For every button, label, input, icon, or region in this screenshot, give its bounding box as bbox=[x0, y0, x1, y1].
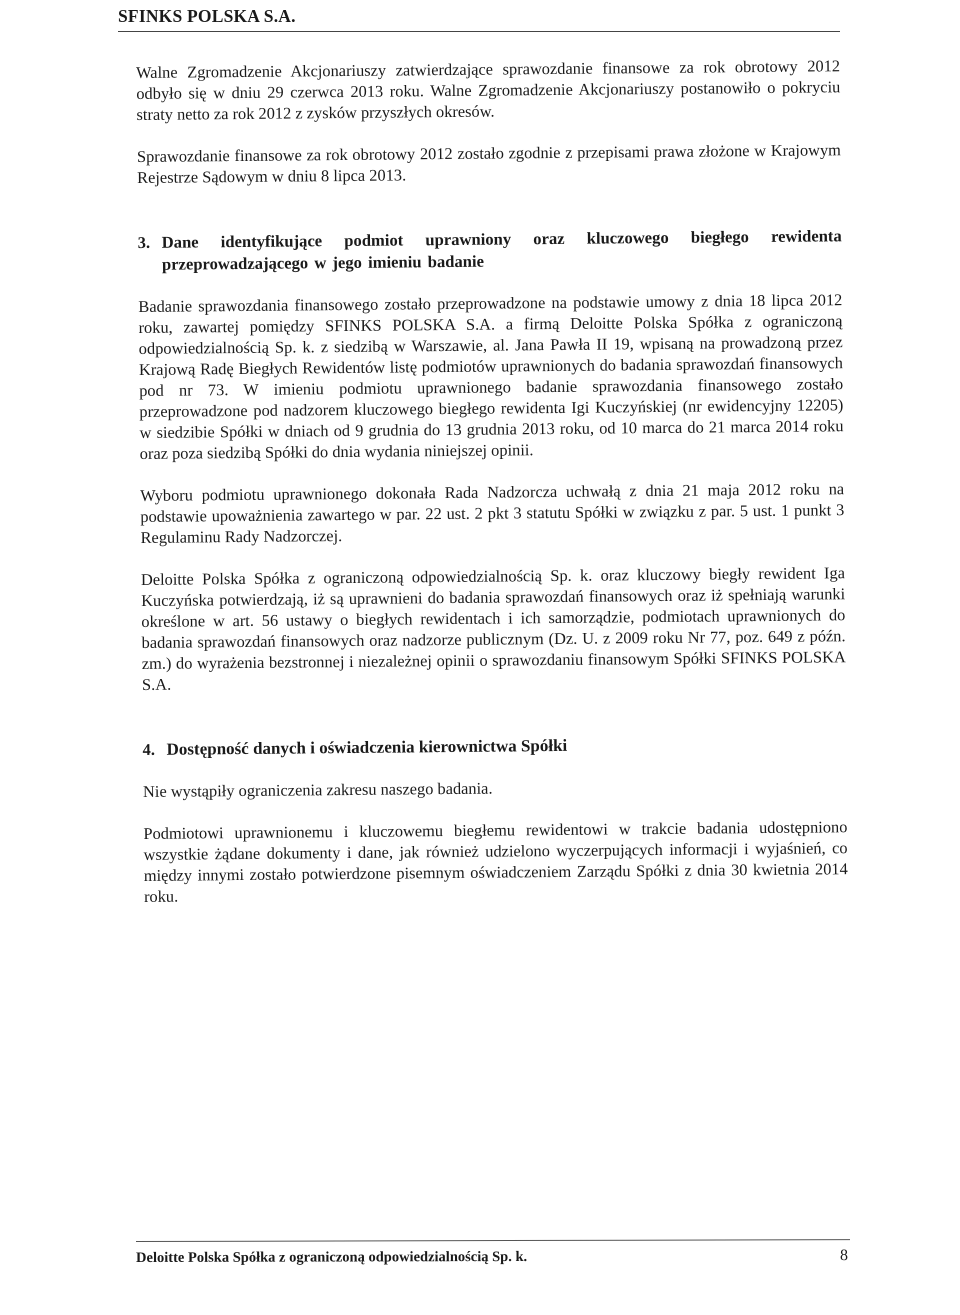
paragraph-auditor-selection: Wyboru podmiotu uprawnionego dokonała Rada Nadzorcza uchwałą z dnia 21 maja 2012 roku na podstawie upoważnienia zawartego w par. 22 ust. 2 pkt 3 statutu Spółki w związku z par. 5 ust. 1 punkt 3 Regulaminu Rady Nadzorczej. bbox=[140, 479, 845, 547]
paragraph-agm-approval: Walne Zgromadzenie Akcjonariuszy zatwierdzające sprawozdanie finansowe za rok obrotowy 2012 odbyło się w dniu 29 czerwca 2013 roku. Walne Zgromadzenie Akcjonariuszy postanowiło o pokryciu straty netto za rok 2012 z zysków przyszłych okresów. bbox=[136, 56, 841, 124]
section-3-heading bbox=[138, 225, 842, 276]
paragraph-audit-agreement: Badanie sprawozdania finansowego zostało przeprowadzone na podstawie umowy z dnia 18 lipca 2012 roku, zawartej pomiędzy SFINKS POLSKA S.A. a firmą Deloitte Polska Spółka z ograniczoną odpowiedzialnością Sp. k. z siedzibą w Warszawie, al. Jana Pawła II 19, wpisaną na prowadzoną przez Krajową Radę Biegłych Rewidentów listę podmiotów uprawnionych do badania sprawozdań finansowych pod nr 73. W imieniu podmiotu uprawnionego badanie sprawozdania finansowego zostało przeprowadzone pod nadzorem kluczowego biegłego rewidenta Igi Kuczyńskiej (nr ewidencyjny 12205) w siedzibie Spółki w dniach od 9 grudnia do 13 grudnia 2013 roku, od 10 marca do 21 marca 2014 roku oraz poza siedzibą Spółki do dnia wydania niniejszej opinii. bbox=[138, 290, 844, 463]
company-name: SFINKS POLSKA S.A. bbox=[118, 6, 296, 26]
section-4-number: 4. bbox=[142, 739, 155, 759]
section-3-title: Dane identyfikujące podmiot uprawniony oraz kluczowego biegłego rewidenta przeprowadzającego w jego imieniu badanie bbox=[161, 226, 842, 274]
page-footer bbox=[136, 1239, 850, 1267]
page-number: 8 bbox=[840, 1247, 849, 1265]
paragraph-independence: Deloitte Polska Spółka z ograniczoną odpowiedzialnością Sp. k. oraz kluczowy biegły rewident Iga Kuczyńska potwierdzają, iż są uprawnieni do badania sprawozdań finansowych oraz iż spełniają warunki określone w art. 56 ustawy o biegłych rewidentach i ich samorządzie, podmiotach uprawnionych do badania sprawozdań finansowych oraz nadzorze publicznym (Dz. U. z 2009 roku Nr 77, poz. 649 z późn. zm.) do wyrażenia bezstronnej i niezależnej opinii o sprawozdaniu finansowym Spółki SFINKS POLSKA S.A. bbox=[140, 563, 846, 694]
paragraph-no-limitations: Nie wystąpiły ograniczenia zakresu naszego badania. bbox=[142, 778, 493, 801]
page-header bbox=[118, 6, 840, 32]
section-4-title: Dostępność danych i oświadczenia kierownictwa Spółki bbox=[166, 735, 568, 759]
section-4-heading bbox=[142, 732, 846, 761]
document-body bbox=[136, 55, 848, 907]
paragraph-data-access: Podmiotowi uprawnionemu i kluczowemu biegłemu rewidentowi w trakcie badania udostępniono wszystkie żądane dokumenty i dane, jak również udzielono wyczerpujących informacji i wyjaśnień, co między innymi zostało potwierdzone pisemnym oświadczeniem Zarządu Spółki z dnia 30 kwietnia 2014 roku. bbox=[143, 817, 848, 906]
section-3-number: 3. bbox=[137, 232, 151, 252]
paragraph-krs-filing: Sprawozdanie finansowe za rok obrotowy 2012 zostało zgodnie z przepisami prawa złożone w Krajowym Rejestrze Sądowym w dniu 8 lipca 2013. bbox=[136, 140, 841, 187]
footer-firm-name: Deloitte Polska Spółka z ograniczoną odpowiedzialnością Sp. k. bbox=[136, 1248, 528, 1266]
